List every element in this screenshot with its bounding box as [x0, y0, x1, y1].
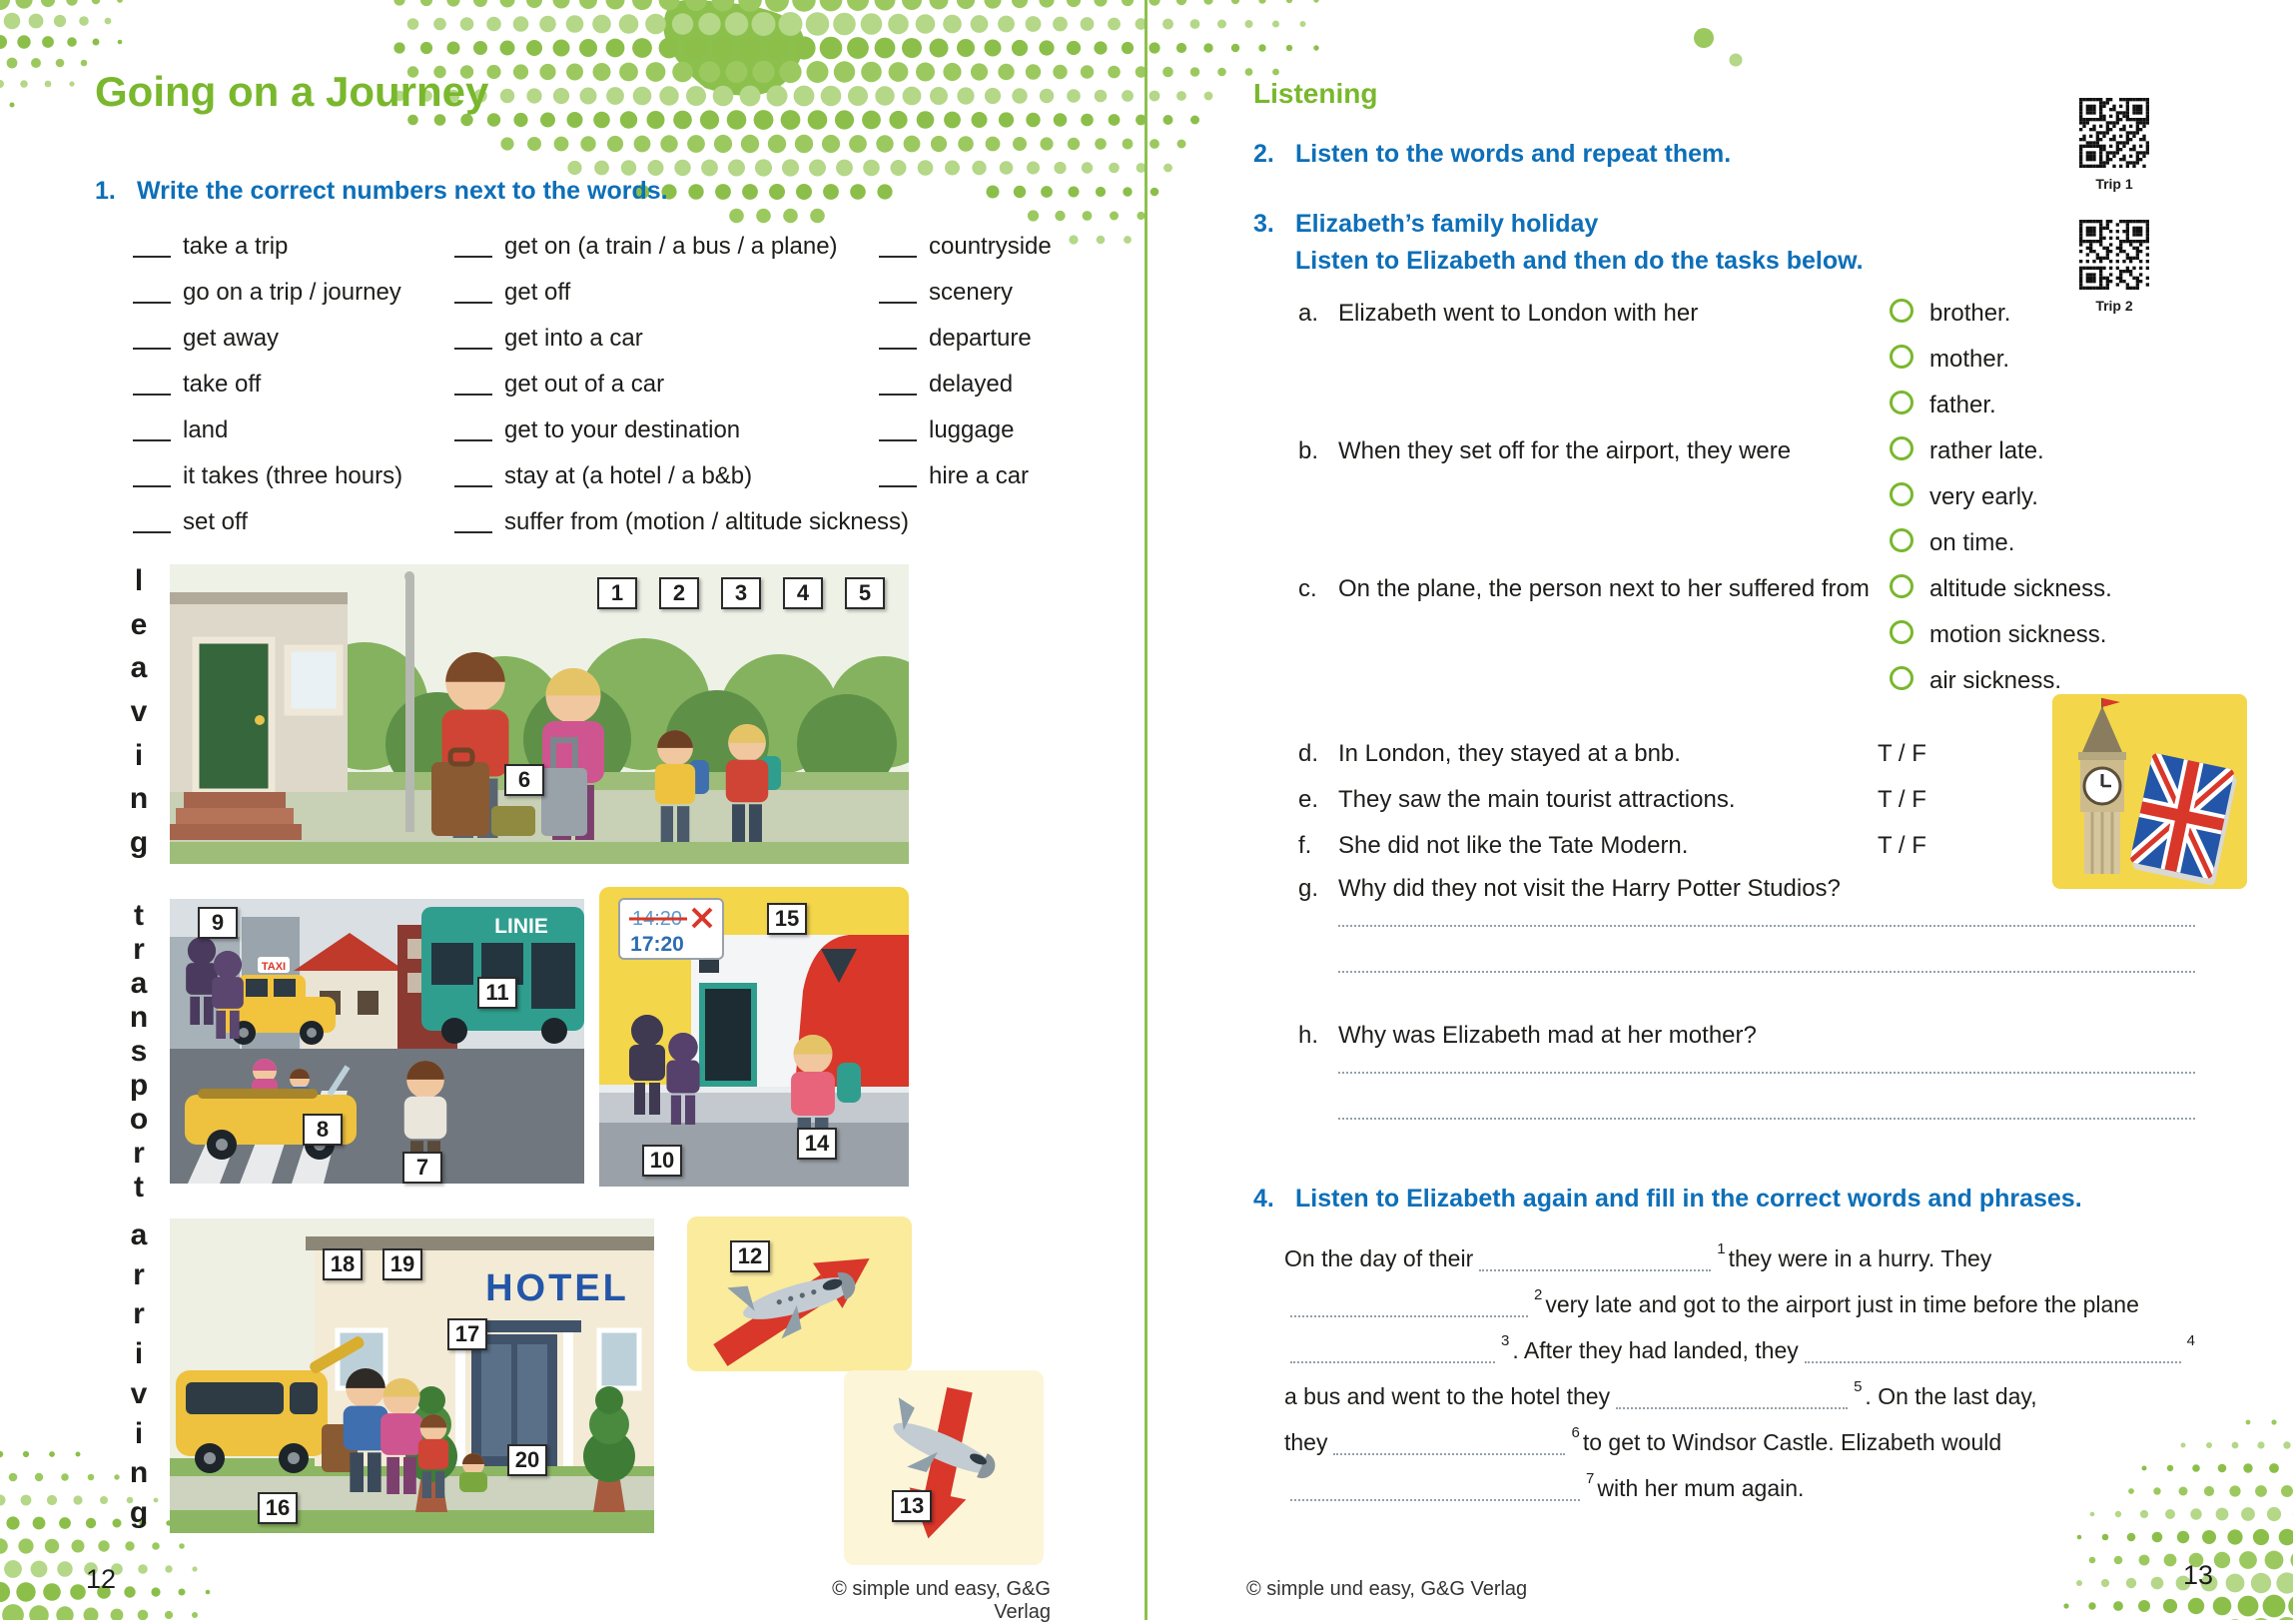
illustration-leaving	[170, 564, 909, 864]
picture-number-box: 3	[721, 577, 761, 609]
vocab-item	[879, 271, 1338, 317]
choice-row	[1298, 567, 2202, 613]
section-label-letter: a	[122, 1218, 156, 1252]
task-stem: They saw the main tourist attractions.	[1338, 786, 1736, 814]
page-number-right: 13	[2183, 1560, 2213, 1591]
illustration-plane-landing	[844, 1370, 1044, 1565]
choice-row	[1298, 475, 2202, 521]
option-label: mother.	[1929, 346, 2009, 374]
section-label-letter: s	[122, 1035, 156, 1069]
bus	[421, 907, 584, 1044]
choice-row	[1298, 521, 2202, 567]
fill-text: to get to Windsor Castle. Elizabeth would	[1583, 1430, 2001, 1455]
choice-row	[1298, 613, 2202, 659]
fill-blank[interactable]	[1479, 1269, 1711, 1271]
vocab-label: suffer from (motion / altitude sickness)	[504, 508, 909, 536]
section-label-letter: e	[122, 608, 156, 642]
plane-down-art	[844, 1370, 1044, 1565]
leaving-scene-art	[170, 564, 909, 864]
task-letter: g.	[1298, 875, 1318, 903]
picture-number-box: 14	[797, 1128, 837, 1160]
section-label-letter: t	[122, 899, 156, 933]
bus-route-sign: LINIE	[494, 915, 548, 938]
number-answer-blank[interactable]	[454, 348, 492, 350]
vocab-label: scenery	[929, 279, 1013, 307]
vocab-label: take a trip	[183, 233, 288, 261]
new-departure-time: 17:20	[630, 933, 684, 956]
picture-number-box: 8	[303, 1114, 343, 1146]
exercise4-number: 4.	[1253, 1185, 1274, 1214]
fill-line	[1284, 1324, 2198, 1370]
picture-number-box: 6	[504, 764, 544, 796]
section-label-letter: r	[122, 933, 156, 967]
number-answer-blank[interactable]	[879, 439, 917, 441]
section-label-letter: t	[122, 1171, 156, 1205]
rolling-suitcase	[541, 768, 587, 836]
option-label: altitude sickness.	[1929, 575, 2112, 603]
exercise3-instruction: Listen to Elizabeth and then do the tasks below.	[1295, 247, 1864, 276]
fill-line	[1284, 1462, 2198, 1508]
task-stem: Elizabeth went to London with her	[1338, 300, 1698, 328]
vocab-label: get out of a car	[504, 371, 664, 399]
picture-number-box: 15	[767, 903, 807, 935]
true-false-choice[interactable]: T / F	[1878, 832, 1926, 860]
exercise2-number: 2.	[1253, 140, 1274, 169]
blank-number: 5	[1854, 1378, 1862, 1395]
word-column-2	[454, 225, 914, 546]
task-letter: c.	[1298, 575, 1317, 603]
exercise3-title: Elizabeth’s family holiday	[1295, 210, 1598, 239]
departure-board	[619, 899, 723, 959]
section-label-letter: r	[122, 1297, 156, 1331]
picture-number-box: 1	[597, 577, 637, 609]
section-label-transport	[122, 899, 156, 1181]
section-label-letter: v	[122, 1377, 156, 1411]
copyright-right: © simple und easy, G&G Verlag	[1246, 1578, 1527, 1601]
answer-radio[interactable]	[1890, 436, 1913, 460]
task-letter: b.	[1298, 437, 1318, 465]
section-label-letter: l	[122, 564, 156, 598]
vocab-item	[879, 363, 1338, 408]
number-answer-blank[interactable]	[454, 485, 492, 487]
number-answer-blank[interactable]	[879, 348, 917, 350]
task-letter: d.	[1298, 740, 1318, 768]
fill-line	[1284, 1232, 2198, 1278]
blank-number: 1	[1717, 1240, 1725, 1257]
option-label: air sickness.	[1929, 667, 2061, 695]
option-label: very early.	[1929, 483, 2038, 511]
exercise1-number: 1.	[95, 177, 116, 206]
task-letter: h.	[1298, 1022, 1318, 1050]
option-label: rather late.	[1929, 437, 2044, 465]
picture-number-box: 9	[198, 907, 238, 939]
task-stem: On the plane, the person next to her suffered from	[1338, 575, 1870, 603]
section-label-letter: i	[122, 1337, 156, 1371]
exercise4-instruction: Listen to Elizabeth again and fill in the correct words and phrases.	[1295, 1185, 2082, 1214]
number-answer-blank[interactable]	[454, 439, 492, 441]
fill-text: they were in a hurry. They	[1729, 1246, 1992, 1271]
hotel-sign: HOTEL	[485, 1267, 629, 1309]
vocab-label: go on a trip / journey	[183, 279, 401, 307]
city-scene-art	[170, 899, 584, 1184]
vocab-label: take off	[183, 371, 261, 399]
illustration-arriving	[170, 1218, 654, 1533]
fill-blank[interactable]	[1290, 1499, 1580, 1501]
page-title: Going on a Journey	[95, 68, 488, 116]
vocab-label: get away	[183, 325, 279, 353]
section-label-leaving	[122, 564, 156, 860]
qr-icon	[2079, 220, 2149, 290]
qr-icon	[2079, 98, 2149, 168]
answer-radio[interactable]	[1890, 482, 1913, 506]
vocab-item	[454, 363, 914, 408]
picture-number-box: 12	[730, 1240, 770, 1272]
blank-number: 4	[2187, 1332, 2195, 1349]
number-answer-blank[interactable]	[454, 531, 492, 533]
answer-radio[interactable]	[1890, 620, 1913, 644]
fill-blank[interactable]	[1333, 1453, 1565, 1455]
vocab-item	[879, 317, 1338, 363]
number-answer-blank[interactable]	[454, 302, 492, 304]
option-label: father.	[1929, 392, 1996, 419]
qr-code-trip1	[2079, 98, 2149, 192]
word-column-3	[879, 225, 1338, 500]
blank-number: 3	[1501, 1332, 1509, 1349]
picture-number-box: 11	[477, 977, 517, 1009]
vocab-item	[454, 454, 914, 500]
picture-number-box: 18	[323, 1248, 363, 1280]
picture-number-box: 4	[783, 577, 823, 609]
illustration-transport-city	[170, 899, 584, 1184]
fill-text: On the day of their	[1284, 1246, 1473, 1271]
qr-caption-trip2: Trip 2	[2079, 298, 2149, 314]
vocab-item	[879, 454, 1338, 500]
picture-number-box: 19	[382, 1248, 422, 1280]
fill-text: very late and got to the airport just in time before the plane	[1545, 1292, 2139, 1317]
old-departure-time: 14:20	[632, 908, 682, 930]
qr-caption-trip1: Trip 1	[2079, 176, 2149, 192]
section-label-arriving	[122, 1218, 156, 1530]
vocab-item	[454, 408, 914, 454]
vocab-item	[454, 317, 914, 363]
picture-number-box: 20	[507, 1444, 547, 1476]
vocab-label: hire a car	[929, 462, 1029, 490]
fill-text: a bus and went to the hotel they	[1284, 1384, 1610, 1409]
exercise3-number: 3.	[1253, 210, 1274, 239]
blank-number: 6	[1571, 1424, 1579, 1441]
fill-text: . On the last day,	[1865, 1384, 2036, 1409]
number-answer-blank[interactable]	[133, 531, 171, 533]
section-label-letter: v	[122, 695, 156, 729]
section-label-letter: i	[122, 739, 156, 773]
vocab-item	[454, 271, 914, 317]
vocab-label: get to your destination	[504, 416, 740, 444]
fill-text: they	[1284, 1430, 1327, 1455]
option-label: on time.	[1929, 529, 2014, 557]
task-stem: She did not like the Tate Modern.	[1338, 832, 1688, 860]
section-label-letter: i	[122, 1417, 156, 1451]
choice-row	[1298, 292, 2202, 338]
stray-dot	[1694, 28, 1714, 48]
vocab-label: set off	[183, 508, 248, 536]
vocab-item	[879, 408, 1338, 454]
vocab-label: land	[183, 416, 228, 444]
fill-line	[1284, 1278, 2198, 1324]
answer-write-line[interactable]	[1338, 925, 2195, 927]
stray-dot	[1730, 54, 1743, 67]
exercise2-instruction: Listen to the words and repeat them.	[1295, 140, 1731, 169]
vocab-label: stay at (a hotel / a b&b)	[504, 462, 752, 490]
choice-row	[1298, 429, 2202, 475]
fill-line	[1284, 1416, 2198, 1462]
fill-in-paragraph	[1284, 1232, 2198, 1508]
picture-number-box: 13	[892, 1490, 932, 1522]
option-label: brother.	[1929, 300, 2010, 328]
fill-blank[interactable]	[1290, 1315, 1528, 1317]
copyright-left: © simple und easy, G&G Verlag	[789, 1578, 1051, 1624]
section-label-letter: a	[122, 967, 156, 1001]
task-stem: Why was Elizabeth mad at her mother?	[1338, 1022, 1757, 1050]
section-label-letter: g	[122, 1496, 156, 1530]
illustration-transport-rail	[599, 887, 909, 1187]
number-answer-blank[interactable]	[133, 439, 171, 441]
option-label: motion sickness.	[1929, 621, 2106, 649]
vocab-label: get on (a train / a bus / a plane)	[504, 233, 838, 261]
illustration-london	[2052, 694, 2247, 889]
exercise1-instruction: Write the correct numbers next to the words.	[137, 177, 668, 206]
number-answer-blank[interactable]	[133, 256, 171, 258]
blank-number: 2	[1534, 1286, 1542, 1303]
page-number-left: 12	[86, 1564, 116, 1595]
task-letter: f.	[1298, 832, 1311, 860]
true-false-choice[interactable]: T / F	[1878, 740, 1926, 768]
section-label-letter: r	[122, 1137, 156, 1171]
number-answer-blank[interactable]	[879, 302, 917, 304]
section-label-letter: n	[122, 1456, 156, 1490]
picture-number-box: 10	[642, 1145, 682, 1177]
answer-radio[interactable]	[1890, 391, 1913, 414]
vocab-item	[454, 225, 914, 271]
number-answer-blank[interactable]	[879, 485, 917, 487]
suitcase	[431, 762, 489, 836]
plane-up-art	[687, 1217, 912, 1371]
answer-radio[interactable]	[1890, 345, 1913, 369]
choice-row	[1298, 338, 2202, 384]
fill-text: . After they had landed, they	[1512, 1338, 1798, 1363]
section-label-letter: o	[122, 1103, 156, 1137]
answer-write-line[interactable]	[1338, 971, 2195, 973]
number-answer-blank[interactable]	[879, 394, 917, 396]
true-false-choice[interactable]: T / F	[1878, 786, 1926, 814]
section-label-letter: g	[122, 826, 156, 860]
fill-blank[interactable]	[1805, 1361, 2181, 1363]
vocab-label: get into a car	[504, 325, 643, 353]
answer-radio[interactable]	[1890, 528, 1913, 552]
task-letter: e.	[1298, 786, 1318, 814]
picture-number-box: 5	[845, 577, 885, 609]
number-answer-blank[interactable]	[454, 256, 492, 258]
rail-scene-art	[599, 887, 909, 1187]
number-answer-blank[interactable]	[133, 302, 171, 304]
choice-row	[1298, 384, 2202, 429]
fill-blank[interactable]	[1290, 1361, 1495, 1363]
section-label-letter: n	[122, 782, 156, 816]
section-label-letter: p	[122, 1069, 156, 1103]
number-answer-blank[interactable]	[133, 485, 171, 487]
answer-radio[interactable]	[1890, 666, 1913, 690]
vocab-label: delayed	[929, 371, 1013, 399]
big-ben-art	[2052, 694, 2247, 889]
number-answer-blank[interactable]	[133, 394, 171, 396]
task-stem: In London, they stayed at a bnb.	[1338, 740, 1681, 768]
picture-number-box: 17	[447, 1318, 487, 1350]
vocab-label: countryside	[929, 233, 1052, 261]
open-question-row	[1298, 1014, 2202, 1060]
number-answer-blank[interactable]	[879, 256, 917, 258]
illustration-plane-takeoff	[687, 1217, 912, 1371]
picture-number-box: 16	[258, 1492, 298, 1524]
vocab-item	[454, 500, 914, 546]
answer-write-line[interactable]	[1338, 1072, 2195, 1074]
task-stem: Why did they not visit the Harry Potter Studios?	[1338, 875, 1841, 903]
picture-number-box: 7	[402, 1152, 442, 1184]
number-answer-blank[interactable]	[454, 394, 492, 396]
fill-blank[interactable]	[1616, 1407, 1848, 1409]
taxi-sign: TAXI	[262, 961, 286, 973]
answer-radio[interactable]	[1890, 299, 1913, 323]
section-label-letter: r	[122, 1258, 156, 1292]
vocab-label: departure	[929, 325, 1032, 353]
section-label-letter: n	[122, 1001, 156, 1035]
number-answer-blank[interactable]	[133, 348, 171, 350]
picture-number-box: 2	[659, 577, 699, 609]
blank-number: 7	[1586, 1470, 1594, 1487]
vocab-label: get off	[504, 279, 570, 307]
section-label-letter: a	[122, 651, 156, 685]
vocab-label: it takes (three hours)	[183, 462, 402, 490]
answer-write-line[interactable]	[1338, 1118, 2195, 1120]
fill-text: with her mum again.	[1597, 1476, 1804, 1501]
fill-line	[1284, 1370, 2198, 1416]
vocab-label: luggage	[929, 416, 1014, 444]
task-stem: When they set off for the airport, they were	[1338, 437, 1791, 465]
task-letter: a.	[1298, 300, 1318, 328]
answer-radio[interactable]	[1890, 574, 1913, 598]
listening-heading: Listening	[1253, 78, 1377, 110]
